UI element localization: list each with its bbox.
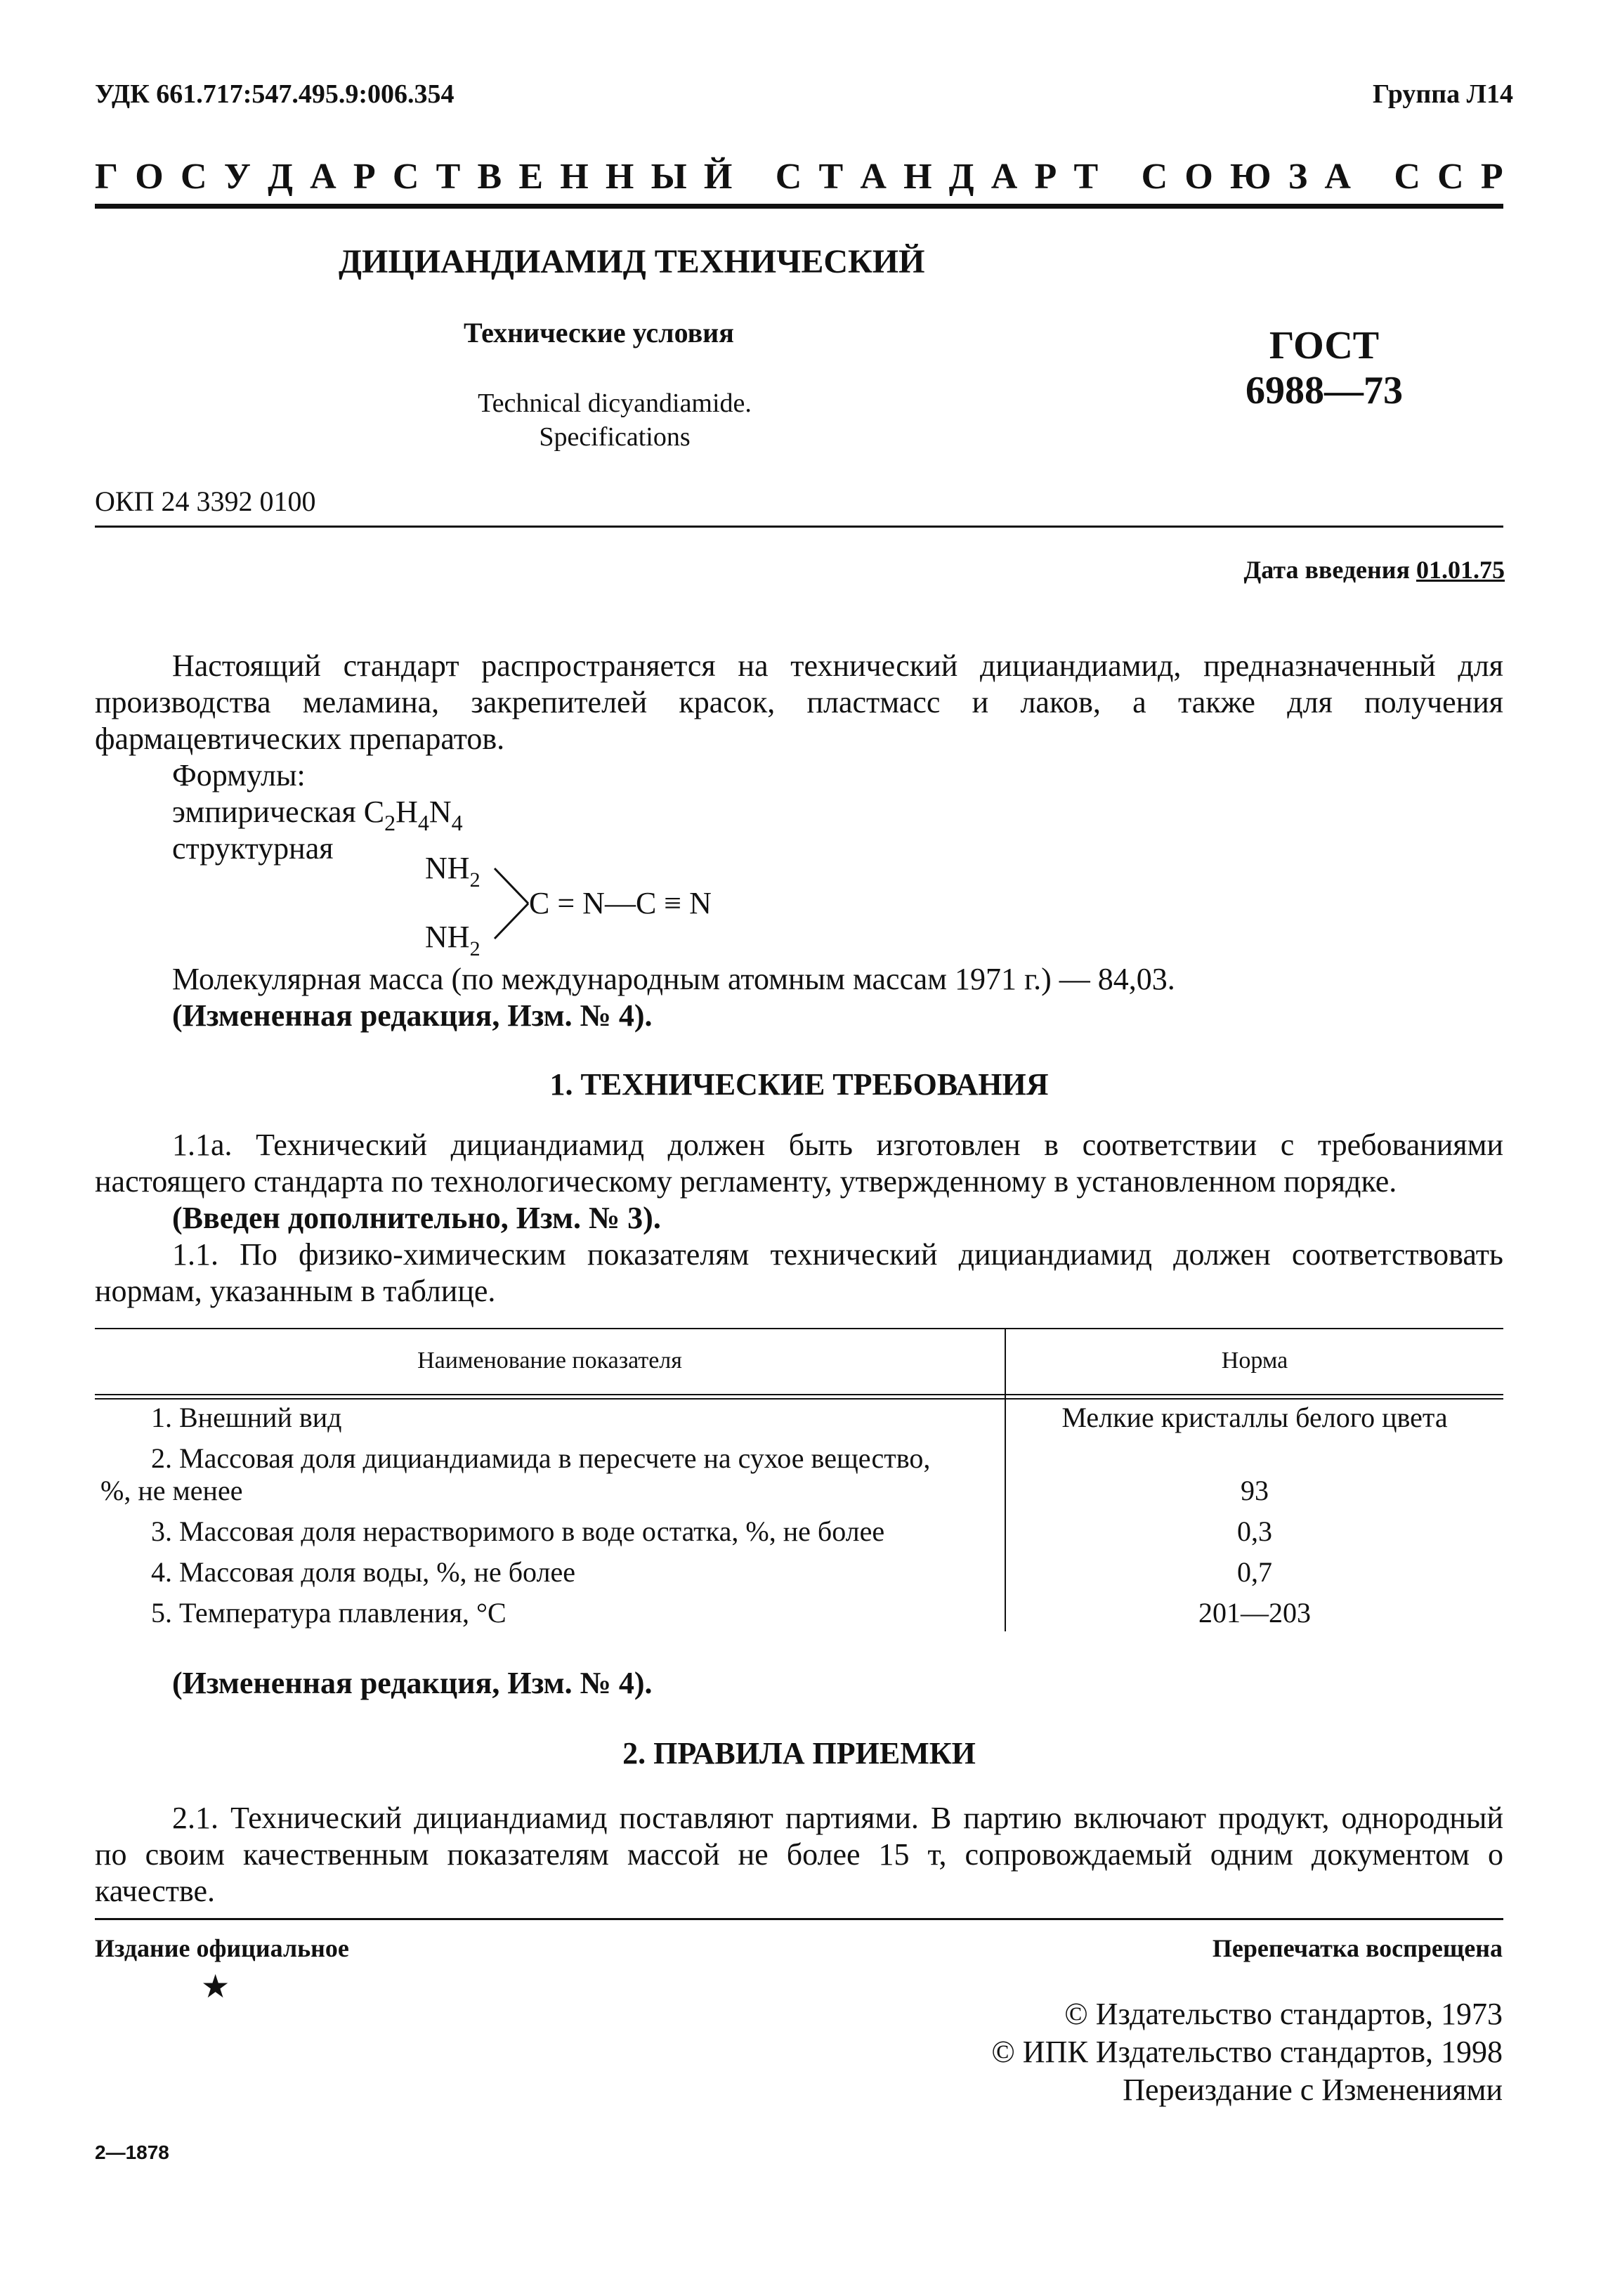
section2-heading: 2. ПРАВИЛА ПРИЕМКИ: [622, 1736, 976, 1770]
intro-paragraph: Настоящий стандарт распространяется на технический дициандиамид, предназначенный для производства меламина, закрепителей красок, пластмасс и лаков, а также для получения фармацевтических препаратов.: [95, 648, 1503, 756]
title-letter: Р: [1034, 157, 1057, 197]
gost-designation: [1194, 323, 1454, 413]
title-letter-space: [749, 156, 758, 197]
title-letter-space: [1115, 156, 1124, 197]
empirical-c: C: [363, 795, 385, 829]
copyright-1973: © Издательство стандартов, 1973: [1064, 1997, 1503, 2031]
introduction-date-label: Дата введения: [1243, 556, 1410, 584]
state-standard-title: [95, 156, 1503, 197]
section1-amendment: (Измененная редакция, Изм. № 4).: [172, 1666, 653, 1700]
english-title: [393, 386, 836, 454]
english-title-line1: Technical dicyandiamide.: [478, 389, 752, 418]
table-row-2-name-cont: %, не менее: [100, 1475, 243, 1506]
title-letter: С: [180, 157, 207, 197]
nh-bottom-text: NH: [425, 920, 470, 954]
empirical-label: эмпирическая: [172, 795, 356, 829]
copyright-1998: © ИПК Издательство стандартов, 1998: [991, 2035, 1503, 2069]
section1-paragraph-1a: 1.1а. Технический дициандиамид должен быть изготовлен в соответствии с требованиями настоящего стандарта по технологическому регламенту, утвержденному в установленном порядке.: [95, 1128, 1503, 1199]
title-rule: [95, 526, 1503, 528]
nh-bottom-subscript: 2: [469, 937, 481, 960]
table-row-4-norm: 0,7: [1237, 1556, 1272, 1588]
introduction-date-value: 01.01.75: [1416, 556, 1505, 584]
title-letter: С: [1394, 157, 1420, 197]
title-letter: А: [1324, 157, 1351, 197]
formulas-label: Формулы:: [172, 758, 306, 792]
reprint-prohibited: Перепечатка воспрещена: [1212, 1934, 1503, 1962]
molar-mass: Молекулярная масса (по международным атомным массам 1971 г.) — 84,03.: [172, 962, 1175, 996]
header-rule: [95, 204, 1503, 209]
title-letter: Ы: [651, 157, 687, 197]
structural-bond-lines: [492, 864, 534, 948]
introduction-date: [1244, 555, 1505, 585]
title-letter: Н: [560, 157, 589, 197]
table-top-rule: [95, 1328, 1503, 1329]
table-row-1-name: 1. Внешний вид: [151, 1402, 342, 1433]
table-row-3-norm: 0,3: [1237, 1515, 1272, 1547]
title-letter: Р: [353, 157, 376, 197]
table-row-1-norm: Мелкие кристаллы белого цвета: [1061, 1402, 1448, 1433]
print-code: 2—1878: [95, 2141, 169, 2163]
title-letter: Т: [818, 157, 844, 197]
structural-nh2-bottom: [425, 919, 481, 959]
document-subtitle: Технические условия: [464, 317, 734, 348]
structural-nh2-top: [425, 850, 481, 890]
title-letter: О: [1184, 157, 1213, 197]
document-title: ДИЦИАНДИАМИД ТЕХНИЧЕСКИЙ: [339, 243, 925, 280]
title-letter: Д: [268, 157, 293, 197]
title-letter: Т: [1073, 157, 1099, 197]
title-letter: С: [392, 157, 419, 197]
title-letter: С: [1437, 157, 1464, 197]
title-letter: Д: [948, 157, 974, 197]
empirical-h: H: [396, 795, 418, 829]
title-letter: Е: [518, 157, 544, 197]
udk-code: УДК 661.717:547.495.9:006.354: [95, 79, 455, 109]
title-letter: О: [135, 157, 164, 197]
nh-top-subscript: 2: [469, 868, 481, 892]
english-title-line2: Specifications: [539, 422, 691, 452]
structural-chain: C = N—C ≡ N: [529, 886, 712, 920]
table-row-2-name: 2. Массовая доля дициандиамида в пересчете на сухое вещество,: [151, 1442, 931, 1474]
title-letter: Н: [903, 157, 932, 197]
gost-label: ГОСТ: [1269, 324, 1380, 367]
okp-code: ОКП 24 3392 0100: [95, 485, 316, 517]
group-code: Группа Л14: [1372, 79, 1513, 109]
title-letter: А: [991, 157, 1018, 197]
title-letter: А: [860, 157, 887, 197]
section1-note: (Введен дополнительно, Изм. № 3).: [172, 1201, 661, 1235]
star-icon: ★: [201, 1967, 230, 2005]
title-letter: Г: [95, 157, 119, 197]
title-letter: Р: [1480, 157, 1503, 197]
empirical-formula: [172, 794, 463, 833]
title-letter-space: [1368, 156, 1377, 197]
footer-rule: [95, 1918, 1503, 1920]
empirical-c-subscript: 2: [384, 810, 396, 835]
gost-number: 6988—73: [1246, 369, 1403, 412]
title-letter: А: [310, 157, 336, 197]
table-header-indicator: Наименование показателя: [417, 1348, 682, 1374]
copyright-block: [991, 1995, 1503, 2109]
table-row-3-name: 3. Массовая доля нерастворимого в воде остатка, %, не более: [151, 1515, 885, 1547]
intro-amendment: (Измененная редакция, Изм. № 4).: [172, 998, 653, 1033]
table-header-rule-1: [95, 1394, 1503, 1395]
table-row-4-name: 4. Массовая доля воды, %, не более: [151, 1556, 575, 1588]
title-letter: З: [1288, 157, 1308, 197]
empirical-n-subscript: 4: [451, 810, 463, 835]
table-row-5-norm: 201—203: [1198, 1597, 1311, 1629]
section2-paragraph-21: 2.1. Технический дициандиамид поставляют партиями. В партию включают продукт, однородный по своим качественным показателям массой не более 15 т, сопровождаемый одним документом о качестве.: [95, 1801, 1503, 1908]
title-letter: С: [1141, 157, 1168, 197]
reissue-note: Переиздание с Изменениями: [1123, 2073, 1503, 2107]
section1-paragraph-11: 1.1. По физико-химическим показателям технический дициандиамид должен соответствовать нормам, указанным в таблице.: [95, 1237, 1503, 1308]
structural-formula: [425, 850, 790, 963]
nh-top-text: NH: [425, 851, 470, 885]
empirical-h-subscript: 4: [417, 810, 429, 835]
title-letter: Й: [703, 157, 733, 197]
title-letter: У: [223, 157, 251, 197]
title-letter: Ю: [1230, 157, 1272, 197]
title-letter: В: [477, 157, 502, 197]
table-row-2-norm: 93: [1241, 1475, 1269, 1506]
section1-heading: 1. ТЕХНИЧЕСКИЕ ТРЕБОВАНИЯ: [549, 1067, 1049, 1102]
title-letter: С: [775, 157, 802, 197]
empirical-n: N: [429, 795, 452, 829]
official-edition: Издание официальное: [95, 1934, 349, 1962]
table-row-5-name: 5. Температура плавления, °С: [151, 1597, 506, 1629]
structural-label: структурная: [172, 831, 334, 866]
title-letter: Н: [605, 157, 634, 197]
title-letter: Т: [436, 157, 461, 197]
table-header-norm: Норма: [1221, 1348, 1288, 1374]
